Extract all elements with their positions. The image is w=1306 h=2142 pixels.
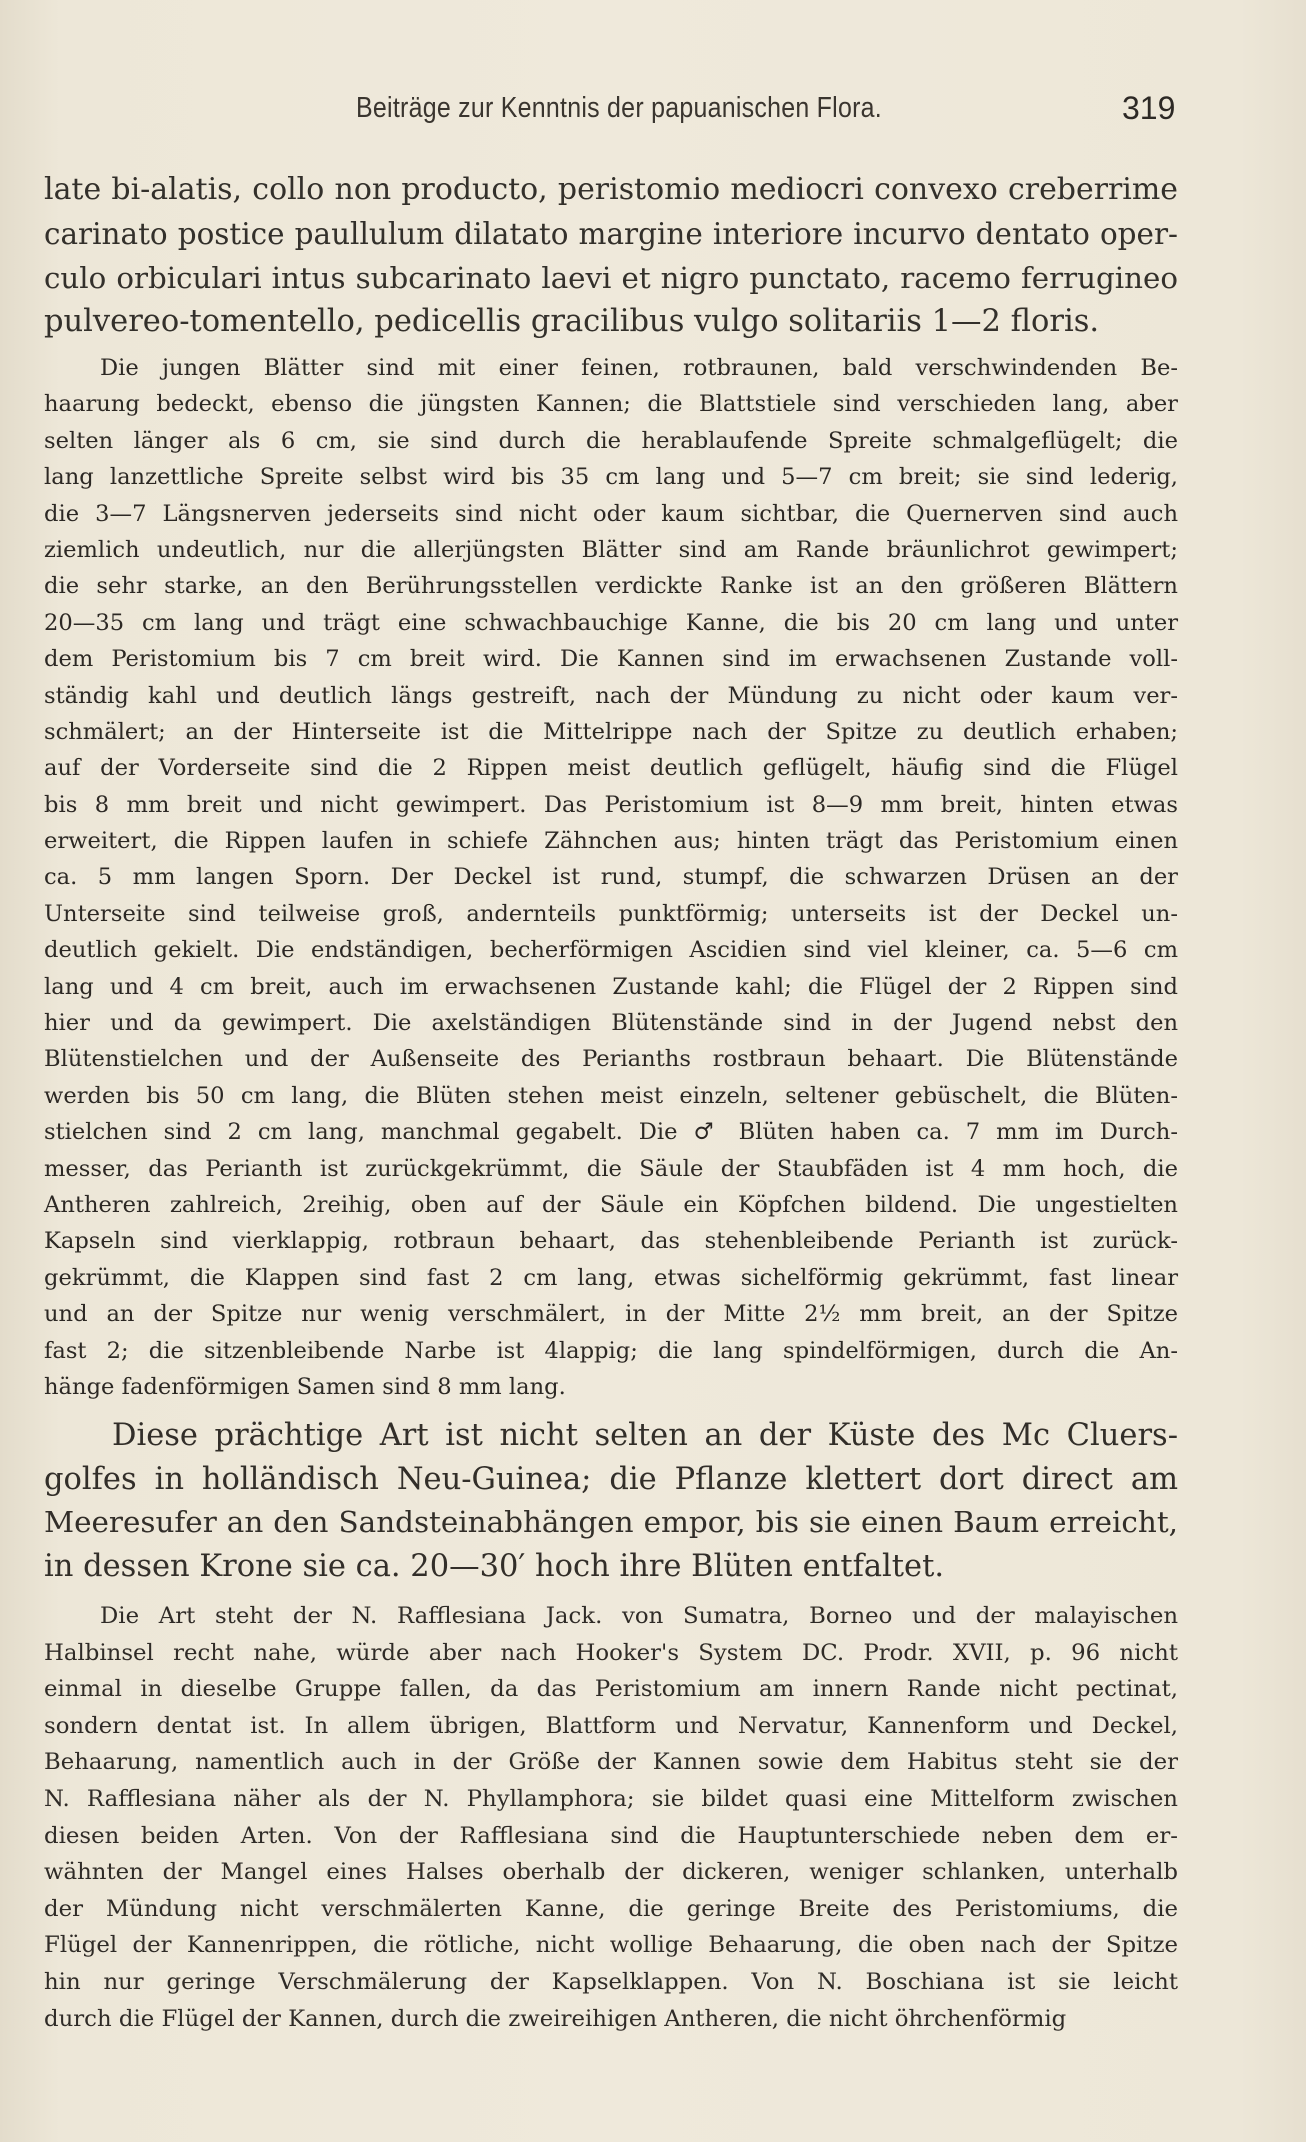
text-line: deutlich gekielt. Die endständigen, becherförmigen Ascidien sind viel kleiner, ca. 5—6 cm — [44, 937, 1178, 964]
text-line: haarung bedeckt, ebenso die jüngsten Kannen; die Blattstiele sind verschieden lang, aber — [44, 391, 1178, 418]
text-line: fast 2; die sitzenbleibende Narbe ist 4lappig; die lang spindelförmigen, durch die An- — [44, 1337, 1178, 1364]
text-line: der Mündung nicht verschmälerten Kanne, die geringe Breite des Peristomiums, die — [44, 1895, 1178, 1922]
text-line: late bi-alatis, collo non producto, peristomio mediocri convexo creberrime — [44, 172, 1178, 207]
text-line: ständig kahl und deutlich längs gestreift, nach der Mündung zu nicht oder kaum ver- — [44, 682, 1178, 709]
text-line: stielchen sind 2 cm lang, manchmal gegabelt. Die ♂ Blüten haben ca. 7 mm im Durch- — [44, 1119, 1178, 1146]
text-line: ziemlich undeutlich, nur die allerjüngsten Blätter sind am Rande bräunlichrot gewimpert; — [44, 536, 1178, 563]
text-line: in dessen Krone sie ca. 20—30′ hoch ihre Blüten entfaltet. — [44, 1548, 945, 1584]
text-line: Halbinsel recht nahe, würde aber nach Hooker's System DC. Prodr. XVII, p. 96 nicht — [44, 1639, 1178, 1666]
text-line: lang lanzettliche Spreite selbst wird bis 35 cm lang und 5—7 cm breit; sie sind lederig, — [44, 464, 1178, 491]
remarks-paragraph — [44, 1598, 1178, 2037]
running-title: Beiträge zur Kenntnis der papuanischen Flora. — [356, 92, 882, 124]
text-line: selten länger als 6 cm, sie sind durch die herablaufende Spreite schmalgeflügelt; die — [44, 427, 1178, 454]
text-line: culo orbiculari intus subcarinato laevi et nigro punctato, racemo ferrugineo — [44, 261, 1178, 295]
page-header — [0, 92, 1306, 132]
text-line: durch die Flügel der Kannen, durch die zweireihigen Antheren, die nicht öhrchenförmig — [44, 2005, 1067, 2032]
text-line: Meeresufer an den Sandsteinabhängen empor, bis sie einen Baum erreicht, — [44, 1505, 1178, 1539]
text-line: messer, das Perianth ist zurückgekrümmt, die Säule der Staubfäden ist 4 mm hoch, die — [44, 1155, 1178, 1182]
text-line: Unterseite sind teilweise groß, andernteils punktförmig; unterseits ist der Deckel un- — [44, 900, 1178, 927]
text-line: hier und da gewimpert. Die axelständigen Blütenstände sind in der Jugend nebst den — [44, 1010, 1178, 1037]
text-line: Diese prächtige Art ist nicht selten an der Küste des Mc Cluers- — [112, 1418, 1178, 1453]
text-line: golfes in holländisch Neu-Guinea; die Pflanze klettert dort direct am — [44, 1461, 1178, 1497]
text-line: wähnten der Mangel eines Halses oberhalb der dickeren, weniger schlanken, unterhalb — [44, 1859, 1178, 1886]
text-line: auf der Vorderseite sind die 2 Rippen meist deutlich geflügelt, häufig sind die Flügel — [44, 755, 1178, 782]
text-line: die sehr starke, an den Berührungsstellen verdickte Ranke ist an den größeren Blättern — [44, 573, 1178, 600]
text-line: Behaarung, namentlich auch in der Größe der Kannen sowie dem Habitus steht sie der — [44, 1749, 1178, 1776]
text-line: lang und 4 cm breit, auch im erwachsenen Zustande kahl; die Flügel der 2 Rippen sind — [44, 973, 1178, 1000]
text-line: Die jungen Blätter sind mit einer feinen, rotbraunen, bald verschwindenden Be- — [100, 355, 1178, 381]
text-line: dem Peristomium bis 7 cm breit wird. Die Kannen sind im erwachsenen Zustande voll- — [44, 646, 1178, 673]
text-line: sondern dentat ist. In allem übrigen, Blattform und Nervatur, Kannenform und Deckel, — [44, 1712, 1178, 1739]
text-line: pulvereo-tomentello, pedicellis gracilibus vulgo solitariis 1—2 floris. — [44, 304, 1100, 339]
text-line: ca. 5 mm langen Sporn. Der Deckel ist rund, stumpf, die schwarzen Drüsen an der — [44, 864, 1178, 891]
text-line: Flügel der Kannenrippen, die rötliche, nicht wollige Behaarung, die oben nach der Spitze — [44, 1932, 1178, 1959]
text-line: diesen beiden Arten. Von der Rafflesiana sind die Hauptunterschiede neben dem er- — [44, 1822, 1178, 1849]
text-line: N. Rafflesiana näher als der N. Phyllamphora; sie bildet quasi eine Mittelform zwischen — [44, 1785, 1178, 1812]
text-line: Kapseln sind vierklappig, rotbraun behaart, das stehenbleibende Perianth ist zurück- — [44, 1228, 1178, 1255]
text-line: bis 8 mm breit und nicht gewimpert. Das Peristomium ist 8—9 mm breit, hinten etwas — [44, 791, 1178, 818]
text-line: schmälert; an der Hinterseite ist die Mittelrippe nach der Spitze zu deutlich erhaben; — [44, 718, 1178, 745]
text-line: Die Art steht der N. Rafflesiana Jack. von Sumatra, Borneo und der malayischen — [100, 1603, 1178, 1629]
text-line: Blütenstielchen und der Außenseite des Perianths rostbraun behaart. Die Blütenstände — [44, 1046, 1178, 1073]
text-line: carinato postice paullulum dilatato margine interiore incurvo dentato oper- — [44, 217, 1178, 251]
text-line: erweitert, die Rippen laufen in schiefe Zähnchen aus; hinten trägt das Peristomium einen — [44, 828, 1178, 855]
text-line: 20—35 cm lang und trägt eine schwachbauchige Kanne, die bis 20 cm lang und unter — [44, 609, 1178, 636]
habitat-paragraph — [44, 1414, 1178, 1588]
description-paragraph — [44, 350, 1178, 1405]
page-number: 319 — [1122, 90, 1176, 126]
text-line: hin nur geringe Verschmälerung der Kapselklappen. Von N. Boschiana ist sie leicht — [44, 1968, 1178, 1995]
text-line: werden bis 50 cm lang, die Blüten stehen meist einzeln, seltener gebüschelt, die Blüten- — [44, 1082, 1178, 1109]
text-line: einmal in dieselbe Gruppe fallen, da das Peristomium am innern Rande nicht pectinat, — [44, 1676, 1178, 1703]
text-line: gekrümmt, die Klappen sind fast 2 cm lang, etwas sichelförmig gekrümmt, fast linear — [44, 1264, 1178, 1291]
text-line: hänge fadenförmigen Samen sind 8 mm lang. — [44, 1373, 566, 1400]
text-line: und an der Spitze nur wenig verschmälert, in der Mitte 2½ mm breit, an der Spitze — [44, 1301, 1178, 1328]
latin-diagnosis — [44, 168, 1178, 344]
text-line: Antheren zahlreich, 2reihig, oben auf der Säule ein Köpfchen bildend. Die ungestielten — [44, 1191, 1178, 1218]
text-line: die 3—7 Längsnerven jederseits sind nicht oder kaum sichtbar, die Quernerven sind auch — [44, 500, 1178, 527]
